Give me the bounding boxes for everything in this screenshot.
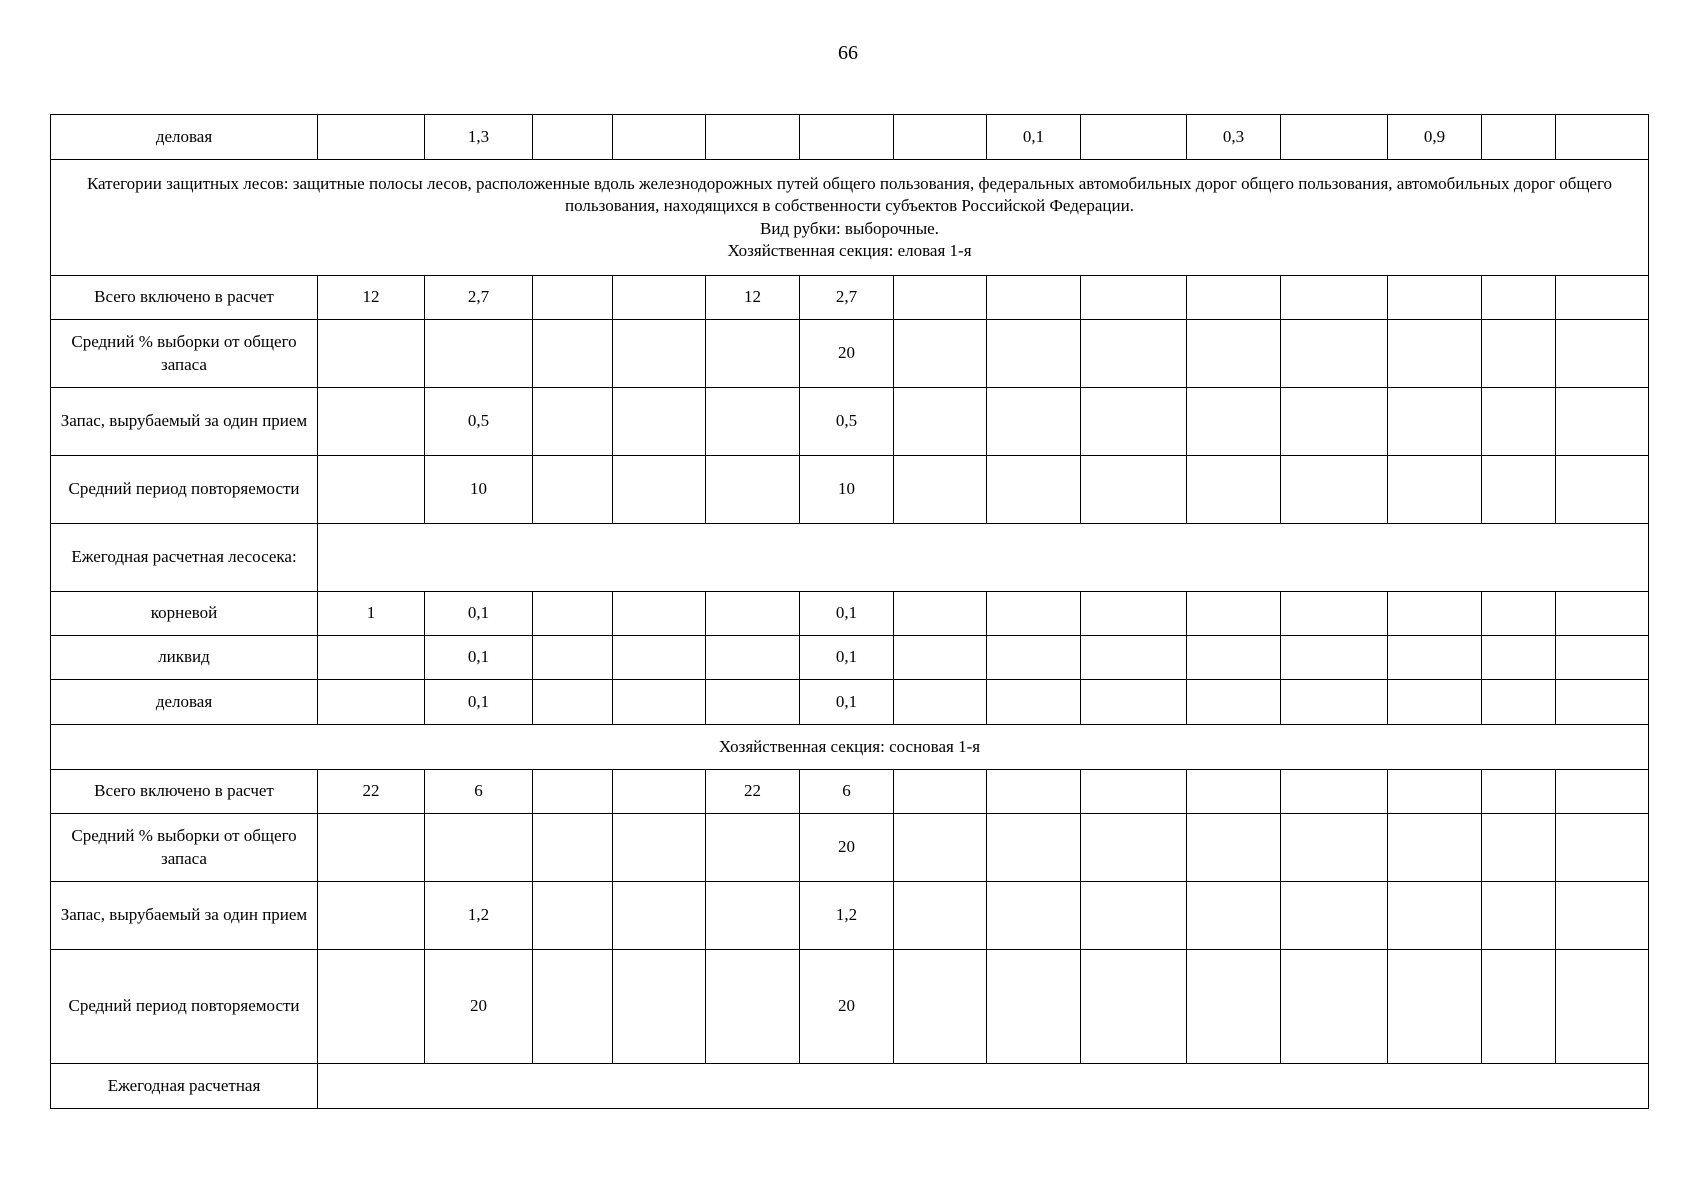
cell-col-4 xyxy=(533,770,613,814)
cell-col-4 xyxy=(533,882,613,950)
cell-col-15 xyxy=(1556,636,1649,680)
row-label: деловая xyxy=(51,680,318,725)
cell-col-9 xyxy=(987,882,1081,950)
cell-col-9: 0,1 xyxy=(987,115,1081,160)
cell-col-14 xyxy=(1482,882,1556,950)
cell-col-12 xyxy=(1281,276,1388,320)
cell-col-11 xyxy=(1187,636,1281,680)
cell-col-10 xyxy=(1081,592,1187,636)
cell-col-11 xyxy=(1187,680,1281,725)
cell-col-5 xyxy=(613,592,706,636)
cell-col-8 xyxy=(894,592,987,636)
cell-col-7: 20 xyxy=(800,814,894,882)
cell-col-11 xyxy=(1187,882,1281,950)
forest-cut-table xyxy=(50,114,1649,1109)
cell-col-15 xyxy=(1556,814,1649,882)
cell-col-12 xyxy=(1281,814,1388,882)
cell-col-13 xyxy=(1388,770,1482,814)
cell-col-9 xyxy=(987,456,1081,524)
cell-col-15 xyxy=(1556,388,1649,456)
cell-col-5 xyxy=(613,115,706,160)
cell-col-14 xyxy=(1482,456,1556,524)
row-label: Средний % выборки от общего запаса xyxy=(51,320,318,388)
cell-col-7: 20 xyxy=(800,950,894,1064)
row-label: Всего включено в расчет xyxy=(51,770,318,814)
cell-col-11: 0,3 xyxy=(1187,115,1281,160)
cell-col-2: 12 xyxy=(318,276,425,320)
row-root-spruce xyxy=(51,592,1649,636)
cell-col-2: 22 xyxy=(318,770,425,814)
cell-col-8 xyxy=(894,388,987,456)
cell-col-2 xyxy=(318,680,425,725)
cell-col-9 xyxy=(987,592,1081,636)
cell-col-3: 0,1 xyxy=(425,680,533,725)
cell-col-8 xyxy=(894,115,987,160)
cell-col-2 xyxy=(318,388,425,456)
cell-col-11 xyxy=(1187,388,1281,456)
cell-col-6: 22 xyxy=(706,770,800,814)
cell-col-5 xyxy=(613,882,706,950)
cell-col-15 xyxy=(1556,115,1649,160)
cell-col-10 xyxy=(1081,388,1187,456)
cell-col-15 xyxy=(1556,456,1649,524)
cell-col-5 xyxy=(613,950,706,1064)
row-avg-selection-pine xyxy=(51,814,1649,882)
cell-col-11 xyxy=(1187,950,1281,1064)
cell-col-4 xyxy=(533,388,613,456)
cell-col-9 xyxy=(987,814,1081,882)
cell-col-6 xyxy=(706,456,800,524)
cell-col-7: 1,2 xyxy=(800,882,894,950)
cell-col-7: 0,1 xyxy=(800,636,894,680)
row-total-included-spruce xyxy=(51,276,1649,320)
page-number: 66 xyxy=(838,42,858,64)
cell-col-9 xyxy=(987,388,1081,456)
cell-col-7: 10 xyxy=(800,456,894,524)
cell-col-15 xyxy=(1556,770,1649,814)
cell-col-7: 2,7 xyxy=(800,276,894,320)
cell-col-12 xyxy=(1281,680,1388,725)
cell-col-4 xyxy=(533,456,613,524)
cell-col-4 xyxy=(533,680,613,725)
cell-col-5 xyxy=(613,456,706,524)
cell-col-5 xyxy=(613,388,706,456)
cell-col-6: 12 xyxy=(706,276,800,320)
cell-col-14 xyxy=(1482,276,1556,320)
cell-col-8 xyxy=(894,814,987,882)
row-label: ликвид xyxy=(51,636,318,680)
cell-col-10 xyxy=(1081,320,1187,388)
section-protective-spruce xyxy=(51,160,1649,276)
cell-col-8 xyxy=(894,456,987,524)
cell-col-4 xyxy=(533,814,613,882)
row-stock-per-cut-pine xyxy=(51,882,1649,950)
cell-col-10 xyxy=(1081,882,1187,950)
cell-col-12 xyxy=(1281,950,1388,1064)
cell-col-13 xyxy=(1388,636,1482,680)
cell-col-8 xyxy=(894,636,987,680)
cell-col-15 xyxy=(1556,882,1649,950)
empty-merged-cell xyxy=(318,524,1649,592)
cell-col-6 xyxy=(706,636,800,680)
row-label: Ежегодная расчетная лесосека: xyxy=(51,524,318,592)
row-label: Всего включено в расчет xyxy=(51,276,318,320)
cell-col-10 xyxy=(1081,680,1187,725)
cell-col-13 xyxy=(1388,882,1482,950)
cell-col-7: 20 xyxy=(800,320,894,388)
cell-col-15 xyxy=(1556,592,1649,636)
row-annual-cut-spruce xyxy=(51,524,1649,592)
cell-col-12 xyxy=(1281,882,1388,950)
cell-col-13 xyxy=(1388,320,1482,388)
cell-col-2: 1 xyxy=(318,592,425,636)
cell-col-4 xyxy=(533,636,613,680)
cell-col-14 xyxy=(1482,680,1556,725)
row-label: Средний период повторяемости xyxy=(51,950,318,1064)
cell-col-2 xyxy=(318,814,425,882)
section-header xyxy=(51,725,1649,770)
cell-col-3: 10 xyxy=(425,456,533,524)
cell-col-10 xyxy=(1081,770,1187,814)
cell-col-15 xyxy=(1556,276,1649,320)
row-label: Средний % выборки от общего запаса xyxy=(51,814,318,882)
row-avg-period-spruce xyxy=(51,456,1649,524)
cell-col-15 xyxy=(1556,950,1649,1064)
row-stock-per-cut-spruce xyxy=(51,388,1649,456)
cell-col-8 xyxy=(894,770,987,814)
cell-col-12 xyxy=(1281,770,1388,814)
cell-col-3: 2,7 xyxy=(425,276,533,320)
cell-col-13 xyxy=(1388,680,1482,725)
cell-col-10 xyxy=(1081,456,1187,524)
cell-col-2 xyxy=(318,636,425,680)
cell-col-10 xyxy=(1081,115,1187,160)
cell-col-2 xyxy=(318,320,425,388)
cell-col-2 xyxy=(318,456,425,524)
cell-col-4 xyxy=(533,320,613,388)
cell-col-14 xyxy=(1482,770,1556,814)
cell-col-10 xyxy=(1081,636,1187,680)
cell-col-7: 6 xyxy=(800,770,894,814)
cell-col-14 xyxy=(1482,636,1556,680)
cell-col-13 xyxy=(1388,592,1482,636)
cell-col-10 xyxy=(1081,276,1187,320)
row-label: Ежегодная расчетная xyxy=(51,1064,318,1109)
section-line: Хозяйственная секция: сосновая 1-я xyxy=(718,736,981,756)
row-label: Запас, вырубаемый за один прием xyxy=(51,882,318,950)
cell-col-6 xyxy=(706,388,800,456)
cell-col-7: 0,1 xyxy=(800,680,894,725)
row-avg-selection-spruce xyxy=(51,320,1649,388)
cell-col-4 xyxy=(533,276,613,320)
cell-col-14 xyxy=(1482,592,1556,636)
cell-col-9 xyxy=(987,770,1081,814)
cell-col-6 xyxy=(706,592,800,636)
cell-col-5 xyxy=(613,320,706,388)
cell-col-4 xyxy=(533,592,613,636)
row-label: Средний период повторяемости xyxy=(51,456,318,524)
cell-col-15 xyxy=(1556,320,1649,388)
cell-col-3 xyxy=(425,814,533,882)
cell-col-6 xyxy=(706,950,800,1064)
cell-col-6 xyxy=(706,882,800,950)
section-pine xyxy=(51,725,1649,770)
cell-col-5 xyxy=(613,276,706,320)
cell-col-4 xyxy=(533,950,613,1064)
section-header xyxy=(51,160,1649,276)
cell-col-11 xyxy=(1187,592,1281,636)
cell-col-10 xyxy=(1081,814,1187,882)
row-label: деловая xyxy=(51,115,318,160)
cell-col-8 xyxy=(894,882,987,950)
cell-col-7 xyxy=(800,115,894,160)
cell-col-12 xyxy=(1281,456,1388,524)
cell-col-2 xyxy=(318,950,425,1064)
cell-col-13 xyxy=(1388,456,1482,524)
cell-col-7: 0,5 xyxy=(800,388,894,456)
cell-col-3: 0,1 xyxy=(425,592,533,636)
cell-col-3 xyxy=(425,320,533,388)
cell-col-5 xyxy=(613,680,706,725)
cell-col-14 xyxy=(1482,814,1556,882)
cell-col-2 xyxy=(318,115,425,160)
cell-col-5 xyxy=(613,636,706,680)
cell-col-6 xyxy=(706,814,800,882)
cell-col-3: 20 xyxy=(425,950,533,1064)
section-line: Категории защитных лесов: защитные полосы лесов, расположенные вдоль железнодорожных путей общего пользования, федеральных автомобильных дорог общего пользования, автомобильных дорог общего пользования, находящихся в собственности субъектов Российской Федерации. xyxy=(86,174,1613,216)
cell-col-13 xyxy=(1388,388,1482,456)
cell-col-5 xyxy=(613,814,706,882)
cell-col-9 xyxy=(987,680,1081,725)
cell-col-8 xyxy=(894,680,987,725)
cell-col-8 xyxy=(894,950,987,1064)
row-label: Запас, вырубаемый за один прием xyxy=(51,388,318,456)
cell-col-11 xyxy=(1187,814,1281,882)
cell-col-14 xyxy=(1482,388,1556,456)
cell-col-7: 0,1 xyxy=(800,592,894,636)
cell-col-10 xyxy=(1081,950,1187,1064)
cell-col-6 xyxy=(706,115,800,160)
cell-col-9 xyxy=(987,276,1081,320)
cell-col-11 xyxy=(1187,320,1281,388)
row-delovaya-top xyxy=(51,115,1649,160)
cell-col-12 xyxy=(1281,320,1388,388)
section-line: Хозяйственная секция: еловая 1-я xyxy=(727,240,972,260)
cell-col-13: 0,9 xyxy=(1388,115,1482,160)
row-avg-period-pine xyxy=(51,950,1649,1064)
cell-col-3: 0,5 xyxy=(425,388,533,456)
cell-col-3: 1,2 xyxy=(425,882,533,950)
cell-col-13 xyxy=(1388,950,1482,1064)
cell-col-11 xyxy=(1187,276,1281,320)
cell-col-13 xyxy=(1388,814,1482,882)
cell-col-3: 1,3 xyxy=(425,115,533,160)
cell-col-8 xyxy=(894,320,987,388)
cell-col-14 xyxy=(1482,320,1556,388)
cell-col-3: 6 xyxy=(425,770,533,814)
cell-col-8 xyxy=(894,276,987,320)
cell-col-9 xyxy=(987,636,1081,680)
cell-col-12 xyxy=(1281,115,1388,160)
cell-col-11 xyxy=(1187,456,1281,524)
section-line: Вид рубки: выборочные. xyxy=(760,218,939,238)
cell-col-5 xyxy=(613,770,706,814)
cell-col-9 xyxy=(987,320,1081,388)
row-label: корневой xyxy=(51,592,318,636)
row-total-included-pine xyxy=(51,770,1649,814)
empty-merged-cell xyxy=(318,1064,1649,1109)
cell-col-3: 0,1 xyxy=(425,636,533,680)
cell-col-11 xyxy=(1187,770,1281,814)
cell-col-12 xyxy=(1281,636,1388,680)
cell-col-14 xyxy=(1482,115,1556,160)
cell-col-12 xyxy=(1281,388,1388,456)
cell-col-13 xyxy=(1388,276,1482,320)
cell-col-15 xyxy=(1556,680,1649,725)
row-liquid-spruce xyxy=(51,636,1649,680)
cell-col-9 xyxy=(987,950,1081,1064)
row-delovaya-spruce xyxy=(51,680,1649,725)
cell-col-6 xyxy=(706,680,800,725)
cell-col-6 xyxy=(706,320,800,388)
cell-col-12 xyxy=(1281,592,1388,636)
cell-col-14 xyxy=(1482,950,1556,1064)
cell-col-4 xyxy=(533,115,613,160)
row-annual-cut-pine xyxy=(51,1064,1649,1109)
cell-col-2 xyxy=(318,882,425,950)
